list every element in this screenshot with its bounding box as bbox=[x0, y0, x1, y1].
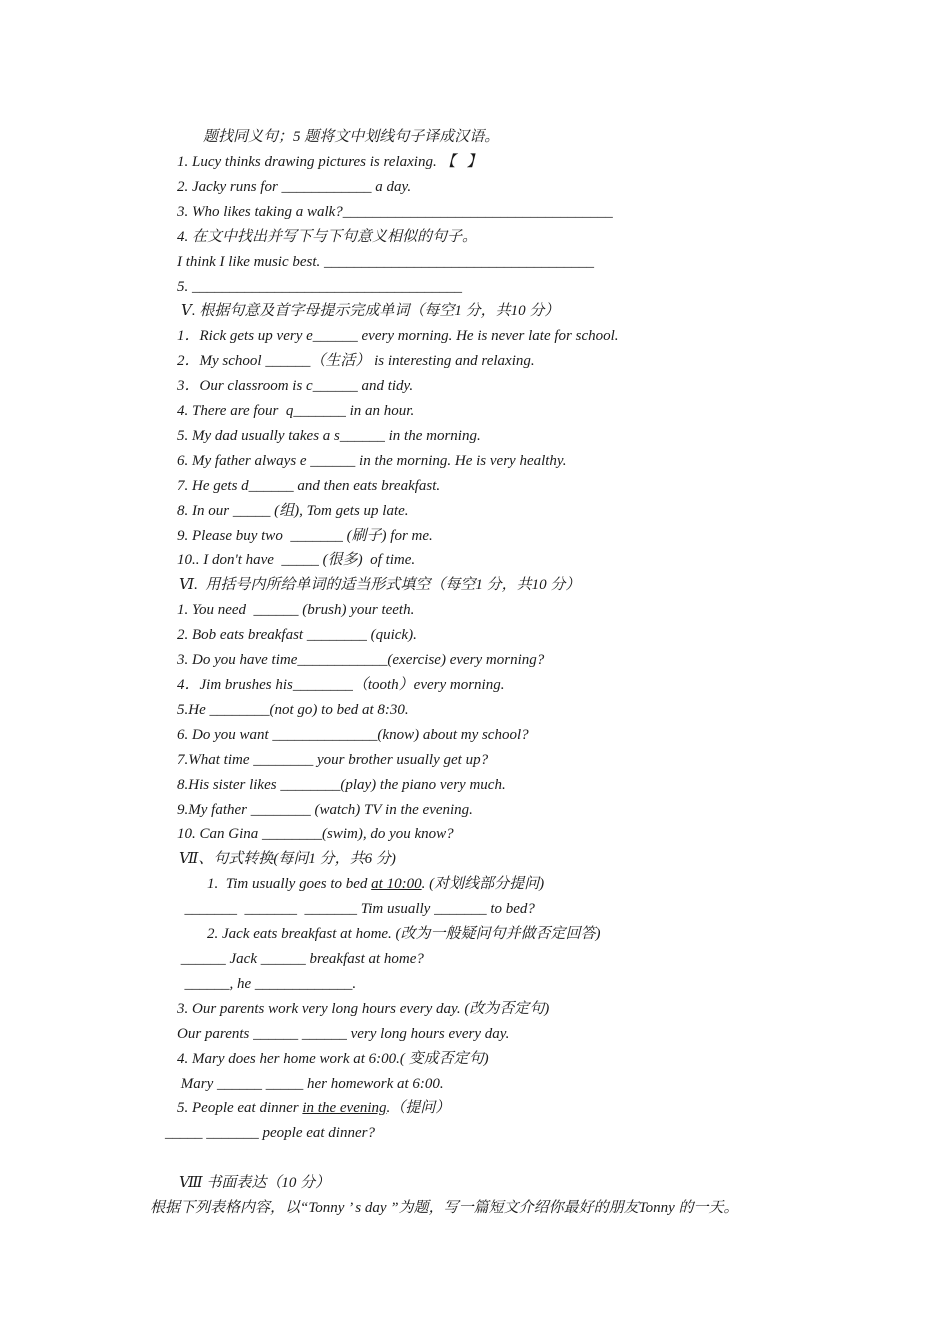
question-line: 1．Rick gets up very e______ every morning. He is never late for school. bbox=[177, 328, 619, 344]
question-line: 8.His sister likes ________(play) the piano very much. bbox=[177, 777, 506, 793]
question-line: Our parents ______ ______ very long hours every day. bbox=[177, 1026, 510, 1042]
line-text: 1. Tim usually goes to bed at 10:00. (对划线部分提问) bbox=[177, 876, 545, 892]
question-line: 9. Please buy two _______ (刷子) for me. bbox=[177, 528, 433, 544]
section-heading: Ⅶ、句式转换(每问1 分，共6 分) bbox=[179, 851, 396, 867]
question-line bbox=[177, 1098, 450, 1118]
question-line: 2. Jack eats breakfast at home. (改为一般疑问句并做否定回答) bbox=[177, 926, 601, 942]
underlined-phrase: at 10:00 bbox=[371, 876, 422, 892]
question-line: 5. ____________________________________ bbox=[177, 279, 462, 295]
question-line: 2. Bob eats breakfast ________ (quick). bbox=[177, 627, 417, 643]
section-heading: Ⅴ. 根据句意及首字母提示完成单词（每空1 分，共10 分） bbox=[181, 303, 560, 319]
question-line: 8. In our _____ (组), Tom gets up late. bbox=[177, 503, 409, 519]
question-line: 1. Lucy thinks drawing pictures is relaxing. 【 】 bbox=[177, 154, 482, 170]
question-line: 4．Jim brushes his________（tooth）every morning. bbox=[177, 677, 505, 693]
question-line: 10.. I don't have _____ (很多) of time. bbox=[177, 552, 416, 568]
underlined-phrase: in the evening bbox=[302, 1100, 387, 1116]
question-line: 7. He gets d______ and then eats breakfast. bbox=[177, 478, 441, 494]
question-line: 9.My father ________ (watch) TV in the evening. bbox=[177, 802, 473, 818]
question-line: 1. You need ______ (brush) your teeth. bbox=[177, 602, 415, 618]
question-line: 5. My dad usually takes a s______ in the morning. bbox=[177, 428, 481, 444]
question-line: 4. There are four q_______ in an hour. bbox=[177, 403, 415, 419]
question-line: 3．Our classroom is c______ and tidy. bbox=[177, 378, 414, 394]
question-line: 4. Mary does her home work at 6:00.( 变成否定句) bbox=[177, 1051, 489, 1067]
question-line: _____ _______ people eat dinner? bbox=[165, 1125, 375, 1141]
question-line: 3. Who likes taking a walk?____________________________________ bbox=[177, 204, 613, 220]
question-line: 3. Our parents work very long hours every day. (改为否定句) bbox=[177, 1001, 550, 1017]
question-line: Mary ______ _____ her homework at 6:00. bbox=[177, 1076, 444, 1092]
question-line: _______ _______ _______ Tim usually _______ to bed? bbox=[177, 901, 535, 917]
question-line: 2. Jacky runs for ____________ a day. bbox=[177, 179, 412, 195]
question-line: ______, he _____________. bbox=[177, 976, 357, 992]
question-line: 6. My father always e ______ in the morning. He is very healthy. bbox=[177, 453, 567, 469]
section-heading: Ⅵ. 用括号内所给单词的适当形式填空（每空1 分，共10 分） bbox=[179, 577, 581, 593]
question-line: 2．My school ______（生活） is interesting and relaxing. bbox=[177, 353, 535, 369]
question-line: 5.He ________(not go) to bed at 8:30. bbox=[177, 702, 409, 718]
question-line bbox=[177, 874, 544, 894]
question-line: 3. Do you have time____________(exercise) every morning? bbox=[177, 652, 545, 668]
question-line: 7.What time ________ your brother usually get up? bbox=[177, 752, 489, 768]
question-line: I think I like music best. ____________________________________ bbox=[177, 254, 595, 270]
line-text: 5. People eat dinner in the evening.（提问） bbox=[177, 1100, 451, 1116]
question-line: ______ Jack ______ breakfast at home? bbox=[177, 951, 424, 967]
question-line: 4. 在文中找出并写下与下句意义相似的句子。 bbox=[177, 229, 478, 245]
section-heading: Ⅷ 书面表达（10 分） bbox=[179, 1175, 331, 1191]
writing-prompt: 根据下列表格内容，以“Tonny ’ s day ”为题，写一篇短文介绍你最好的朋友Tonny 的一天。 bbox=[150, 1200, 739, 1216]
question-line: 6. Do you want ______________(know) about my school? bbox=[177, 727, 529, 743]
instruction-line: 题找同义句；5 题将文中划线句子译成汉语。 bbox=[203, 129, 500, 145]
question-line: 10. Can Gina ________(swim), do you know? bbox=[177, 826, 454, 842]
